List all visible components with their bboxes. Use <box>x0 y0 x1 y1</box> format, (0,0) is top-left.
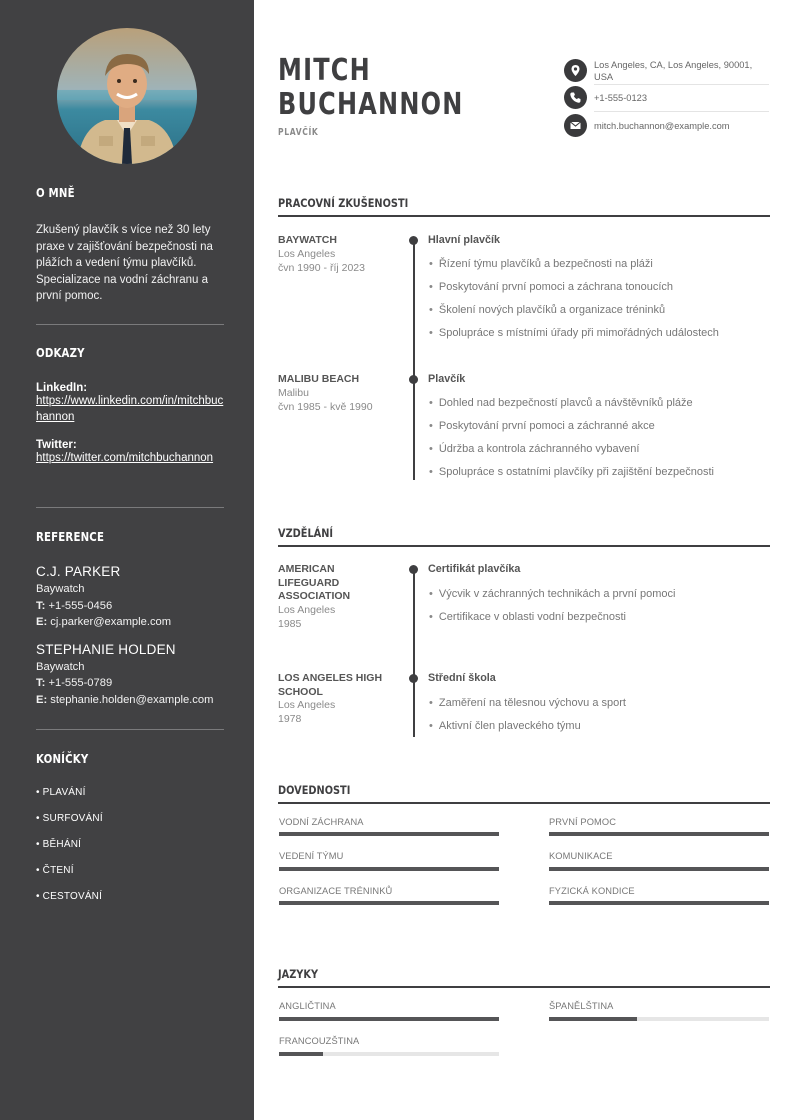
language-bar-fill <box>549 1017 637 1021</box>
graduation-year: 1985 <box>278 618 302 630</box>
section-rule <box>278 986 770 988</box>
employment-dates: čvn 1985 - kvě 1990 <box>278 401 373 413</box>
school-name: LOS ANGELES HIGH SCHOOL <box>278 672 383 698</box>
hobby-item: • BĚHÁNÍ <box>36 839 82 850</box>
divider <box>36 729 224 730</box>
hobbies-list <box>36 787 224 917</box>
skill-bar-fill <box>279 867 499 871</box>
graduation-year: 1978 <box>278 713 302 725</box>
skills-heading: DOVEDNOSTI <box>278 783 351 797</box>
duty-item: • Spolupráce s místními úřady při mimořádných událostech <box>429 327 719 339</box>
reference-name: C.J. PARKER <box>36 564 121 579</box>
language-bar-fill <box>279 1017 499 1021</box>
language-bar <box>279 1052 499 1056</box>
link-label: LinkedIn: <box>36 382 88 394</box>
study-item: • Výcvik v záchranných technikách a první pomoci <box>429 588 675 600</box>
language-label: ŠPANĚLŠTINA <box>549 1001 614 1011</box>
linkedin-link[interactable]: https://www.linkedin.com/in/mitchbuchannon <box>36 395 224 423</box>
reference-company: Baywatch <box>36 660 85 673</box>
timeline-dot <box>409 375 418 384</box>
duty-item: • Poskytování první pomoci a záchrana tonoucích <box>429 281 673 293</box>
study-item: • Zaměření na tělesnou výchovu a sport <box>429 697 626 709</box>
skill-bar-fill <box>549 901 769 905</box>
degree-title: Střední škola <box>428 672 496 684</box>
skill-label: KOMUNIKACE <box>549 851 613 861</box>
about-section <box>36 186 224 305</box>
reference-item <box>36 642 224 709</box>
skill-bar <box>549 867 769 871</box>
duty-item: • Poskytování první pomoci a záchranné akce <box>429 420 655 432</box>
skill-bar-fill <box>279 901 499 905</box>
name-line-first: MITCH <box>278 53 371 88</box>
references-heading: REFERENCE <box>36 530 105 544</box>
skill-bar <box>549 832 769 836</box>
duty-item: • Školení nových plavčíků a organizace tréninků <box>429 304 665 316</box>
skill-label: PRVNÍ POMOC <box>549 817 617 827</box>
location-pin-icon <box>564 59 587 82</box>
language-label: FRANCOUZŠTINA <box>279 1036 360 1046</box>
reference-name: STEPHANIE HOLDEN <box>36 641 176 657</box>
skill-bar <box>549 901 769 905</box>
hobby-item: • PLAVÁNÍ <box>36 787 86 798</box>
skill-bar-fill <box>549 867 769 871</box>
employer-name: BAYWATCH <box>278 234 337 246</box>
language-bar <box>549 1017 769 1021</box>
envelope-icon <box>564 114 587 137</box>
about-text: Zkušený plavčík s více než 30 lety praxe v zajišťování bezpečnosti na plážích a vedení týmu plavčíků. Specializace na vodní záchranu a první pomoc. <box>36 224 213 303</box>
divider <box>594 111 769 112</box>
timeline-dot <box>409 674 418 683</box>
skill-label: VODNÍ ZÁCHRANA <box>279 817 364 827</box>
language-bar <box>279 1017 499 1021</box>
section-rule <box>278 545 770 547</box>
education-heading: VZDĚLÁNÍ <box>278 526 334 540</box>
section-rule <box>278 802 770 804</box>
reference-phone: T: +1-555-0456 <box>36 599 113 612</box>
degree-title: Certifikát plavčíka <box>428 563 521 575</box>
job-title: PLAVČÍK <box>278 127 319 138</box>
phone-icon <box>564 86 587 109</box>
employer-name: MALIBU BEACH <box>278 373 360 385</box>
divider <box>594 84 769 85</box>
skill-label: VEDENÍ TÝMU <box>279 851 344 861</box>
languages-heading: JAZYKY <box>278 967 319 981</box>
employer-location: Malibu <box>278 387 309 399</box>
hobby-item: • ČTENÍ <box>36 865 74 876</box>
links-section <box>36 346 224 467</box>
twitter-link[interactable]: https://twitter.com/mitchbuchannon <box>36 452 214 464</box>
name-line-last: BUCHANNON <box>278 87 464 122</box>
reference-email: E: cj.parker@example.com <box>36 616 172 628</box>
link-linkedin <box>36 382 224 425</box>
experience-heading: PRACOVNÍ ZKUŠENOSTI <box>278 196 409 210</box>
reference-phone: T: +1-555-0789 <box>36 677 113 689</box>
skill-label: FYZICKÁ KONDICE <box>549 886 635 896</box>
school-location: Los Angeles <box>278 604 336 616</box>
study-item: • Aktivní člen plaveckého týmu <box>429 720 581 732</box>
avatar <box>57 28 197 164</box>
candidate-name <box>278 54 464 122</box>
employer-location: Los Angeles <box>278 248 336 260</box>
duty-item: • Řízení týmu plavčíků a bezpečnosti na pláži <box>429 258 653 270</box>
language-label: ANGLIČTINA <box>279 1001 336 1011</box>
link-label: Twitter: <box>36 439 77 451</box>
phone-text: +1-555-0123 <box>594 93 647 103</box>
skill-bar-fill <box>279 832 499 836</box>
position-title: Plavčík <box>428 373 466 385</box>
skill-bar <box>279 901 499 905</box>
employment-dates: čvn 1990 - říj 2023 <box>278 262 365 274</box>
about-heading: O MNĚ <box>36 186 75 200</box>
timeline-line <box>413 240 415 480</box>
duty-item: • Spolupráce s ostatními plavčíky při zajištění bezpečnosti <box>429 466 714 478</box>
position-title: Hlavní plavčík <box>428 234 501 246</box>
reference-item <box>36 564 224 631</box>
timeline-dot <box>409 236 418 245</box>
reference-email: E: stephanie.holden@example.com <box>36 693 214 706</box>
hobby-item: • SURFOVÁNÍ <box>36 813 103 824</box>
address-text: Los Angeles, CA, Los Angeles, 90001, USA <box>594 60 753 82</box>
section-rule <box>278 215 770 217</box>
language-bar-fill <box>279 1052 323 1056</box>
duty-item: • Dohled nad bezpečností plavců a návštěvníků pláže <box>429 397 693 409</box>
skill-bar-fill <box>549 832 769 836</box>
divider <box>36 324 224 325</box>
hobby-item: • CESTOVÁNÍ <box>36 891 103 902</box>
study-item: • Certifikace v oblasti vodní bezpečnosti <box>429 611 626 623</box>
divider <box>36 507 224 508</box>
references-section <box>36 530 224 708</box>
sidebar <box>0 0 254 1120</box>
school-name: AMERICAN LIFEGUARD ASSOCIATION <box>278 563 351 602</box>
skill-label: ORGANIZACE TRÉNINKŮ <box>279 886 393 896</box>
hobbies-section <box>36 752 224 917</box>
hobbies-heading: KONÍČKY <box>36 752 89 766</box>
school-location: Los Angeles <box>278 699 336 711</box>
timeline-line <box>413 569 415 737</box>
reference-company: Baywatch <box>36 583 85 595</box>
duty-item: • Údržba a kontrola záchranného vybavení <box>429 443 639 455</box>
email-text: mitch.buchannon@example.com <box>594 121 730 131</box>
timeline-dot <box>409 565 418 574</box>
links-heading: ODKAZY <box>36 346 85 360</box>
skill-bar <box>279 867 499 871</box>
link-twitter <box>36 439 224 467</box>
skill-bar <box>279 832 499 836</box>
